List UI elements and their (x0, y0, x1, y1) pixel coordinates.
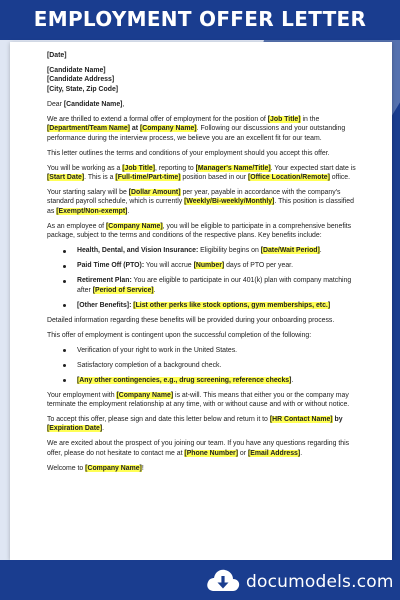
text: . (153, 286, 156, 294)
department-field: [Department/Team Name] (47, 125, 130, 133)
classification-field: [Exempt/Non-exempt] (56, 207, 128, 215)
address-line: [City, State, Zip Code] (47, 85, 119, 93)
text: To accept this offer, please sign and date this letter below and return it to (47, 416, 270, 424)
list-item: Satisfactory completion of a background check. (47, 361, 359, 370)
date-placeholder: [Date] (47, 52, 67, 59)
text: . (319, 247, 322, 255)
other-benefits-field: [List other perks like stock options, gym memberships, etc.] (133, 301, 331, 309)
text: , reporting to (155, 164, 196, 172)
greeting (47, 100, 359, 109)
email-address-field: [Email Address] (247, 449, 301, 457)
brand-name[interactable]: documodels.com (246, 572, 394, 592)
list-item-pto (47, 261, 359, 270)
pto-days-field: [Number] (193, 262, 225, 270)
text: by (332, 416, 343, 424)
employment-type-field: [Full-time/Part-time] (115, 174, 181, 182)
text: Your employment with (47, 391, 117, 399)
phone-number-field: [Phone Number] (184, 449, 239, 457)
start-date-field: [Start Date] (47, 174, 85, 182)
list-item (47, 376, 359, 385)
benefit-label: Retirement Plan: (77, 277, 132, 285)
text: is at-will. This means that either you or the company may terminate the employment relationship at any time, with or without cause and with or without notice. (47, 391, 350, 409)
closing-line (47, 464, 359, 473)
job-title-field: [Job Title] (122, 164, 155, 172)
salary-amount-field: [Dollar Amount] (128, 189, 181, 197)
text: position based in our (180, 174, 248, 182)
company-name-field: [Company Name] (106, 222, 163, 230)
wait-period-field: [Date/Wait Period] (260, 247, 320, 255)
paragraph-terms-intro: This letter outlines the terms and conditions of your employment should you accept this offer. (47, 149, 330, 157)
text: . (102, 425, 105, 433)
paragraph-contingency-intro: This offer of employment is contingent upon the successful completion of the following: (47, 331, 312, 339)
text: office. (329, 174, 351, 182)
paragraph-benefits-info: Detailed information regarding these benefits will be provided during your onboarding process. (47, 316, 335, 324)
letter-date (47, 51, 359, 60)
benefit-label: Paid Time Off (PTO): (77, 262, 145, 270)
text: at (129, 125, 140, 133)
address-line: [Candidate Address] (47, 76, 115, 84)
text: per year, payable in accordance with the company's standard payroll schedule, which is currently (47, 189, 341, 206)
company-name-field: [Company Name] (116, 391, 174, 399)
text: ! (141, 464, 144, 472)
cloud-download-icon[interactable] (205, 566, 241, 594)
page-title: EMPLOYMENT OFFER LETTER (33, 7, 367, 31)
text: You will be working as a (47, 164, 123, 172)
text: As an employee of (47, 222, 106, 230)
greeting-suffix: , (122, 100, 125, 108)
text: . This is a (84, 174, 116, 182)
list-item: Verification of your right to work in the United States. (47, 346, 359, 355)
paragraph-acceptance (47, 415, 359, 434)
text: You will accrue (144, 262, 194, 270)
text: Your starting salary will be (47, 189, 129, 197)
greeting-name: [Candidate Name] (63, 100, 123, 108)
text: days of PTO per year. (224, 262, 293, 270)
candidate-address-block (47, 66, 359, 94)
benefit-label: [Other Benefits]: (77, 301, 132, 309)
benefits-list (47, 246, 359, 310)
list-item-health (47, 246, 359, 255)
job-title-field: [Job Title] (267, 115, 301, 123)
paragraph-offer (47, 115, 359, 143)
list-item-retirement (47, 276, 359, 295)
text: or (238, 449, 248, 457)
service-period-field: [Period of Service] (92, 286, 154, 294)
paragraph-benefits-intro (47, 222, 359, 241)
paragraph-at-will (47, 391, 359, 410)
greeting-prefix: Dear (47, 100, 64, 108)
text: . (300, 449, 303, 457)
text: in the (300, 115, 320, 123)
text: . This position is classified as (47, 198, 354, 215)
conditions-list (47, 346, 359, 385)
text: You are eligible to participate in our 401(k) plan with company matching after (77, 277, 352, 294)
text: Welcome to (47, 464, 86, 472)
text: . Your expected start date is (270, 164, 356, 172)
text: Eligibility begins on (198, 247, 261, 255)
paragraph-contact (47, 439, 359, 458)
text: . (291, 376, 294, 384)
hr-contact-field: [HR Contact Name] (269, 416, 333, 424)
manager-field: [Manager's Name/Title] (195, 164, 271, 172)
company-name-field: [Company Name] (139, 125, 197, 133)
text: , you will be eligible to participate in a comprehensive benefits package, subject to the terms and conditions of the respective plans. Key benefits include: (47, 222, 352, 240)
text: . (127, 207, 130, 215)
text: . Following our discussions and your outstanding performance during the interview process, we believe you are an excellent fit for our team. (47, 125, 346, 142)
contingencies-field: [Any other contingencies, e.g., drug screening, reference checks] (77, 376, 292, 384)
text: We are excited about the prospect of you joining our team. If you have any questions regarding this offer, please do not hesitate to contact me at (47, 440, 350, 457)
address-line: [Candidate Name] (47, 67, 106, 74)
office-location-field: [Office Location/Remote] (247, 174, 330, 182)
expiration-date-field: [Expiration Date] (47, 425, 103, 433)
letter-document (10, 42, 392, 560)
header-bar (0, 0, 400, 40)
benefit-label: Health, Dental, and Vision Insurance: (77, 247, 199, 255)
paragraph-salary (47, 188, 359, 216)
company-name-field: [Company Name] (85, 464, 142, 472)
pay-schedule-field: [Weekly/Bi-weekly/Monthly] (184, 198, 275, 206)
text: We are thrilled to extend a formal offer of employment for the position of (47, 115, 268, 123)
paragraph-position (47, 164, 359, 183)
list-item-other (47, 301, 359, 310)
